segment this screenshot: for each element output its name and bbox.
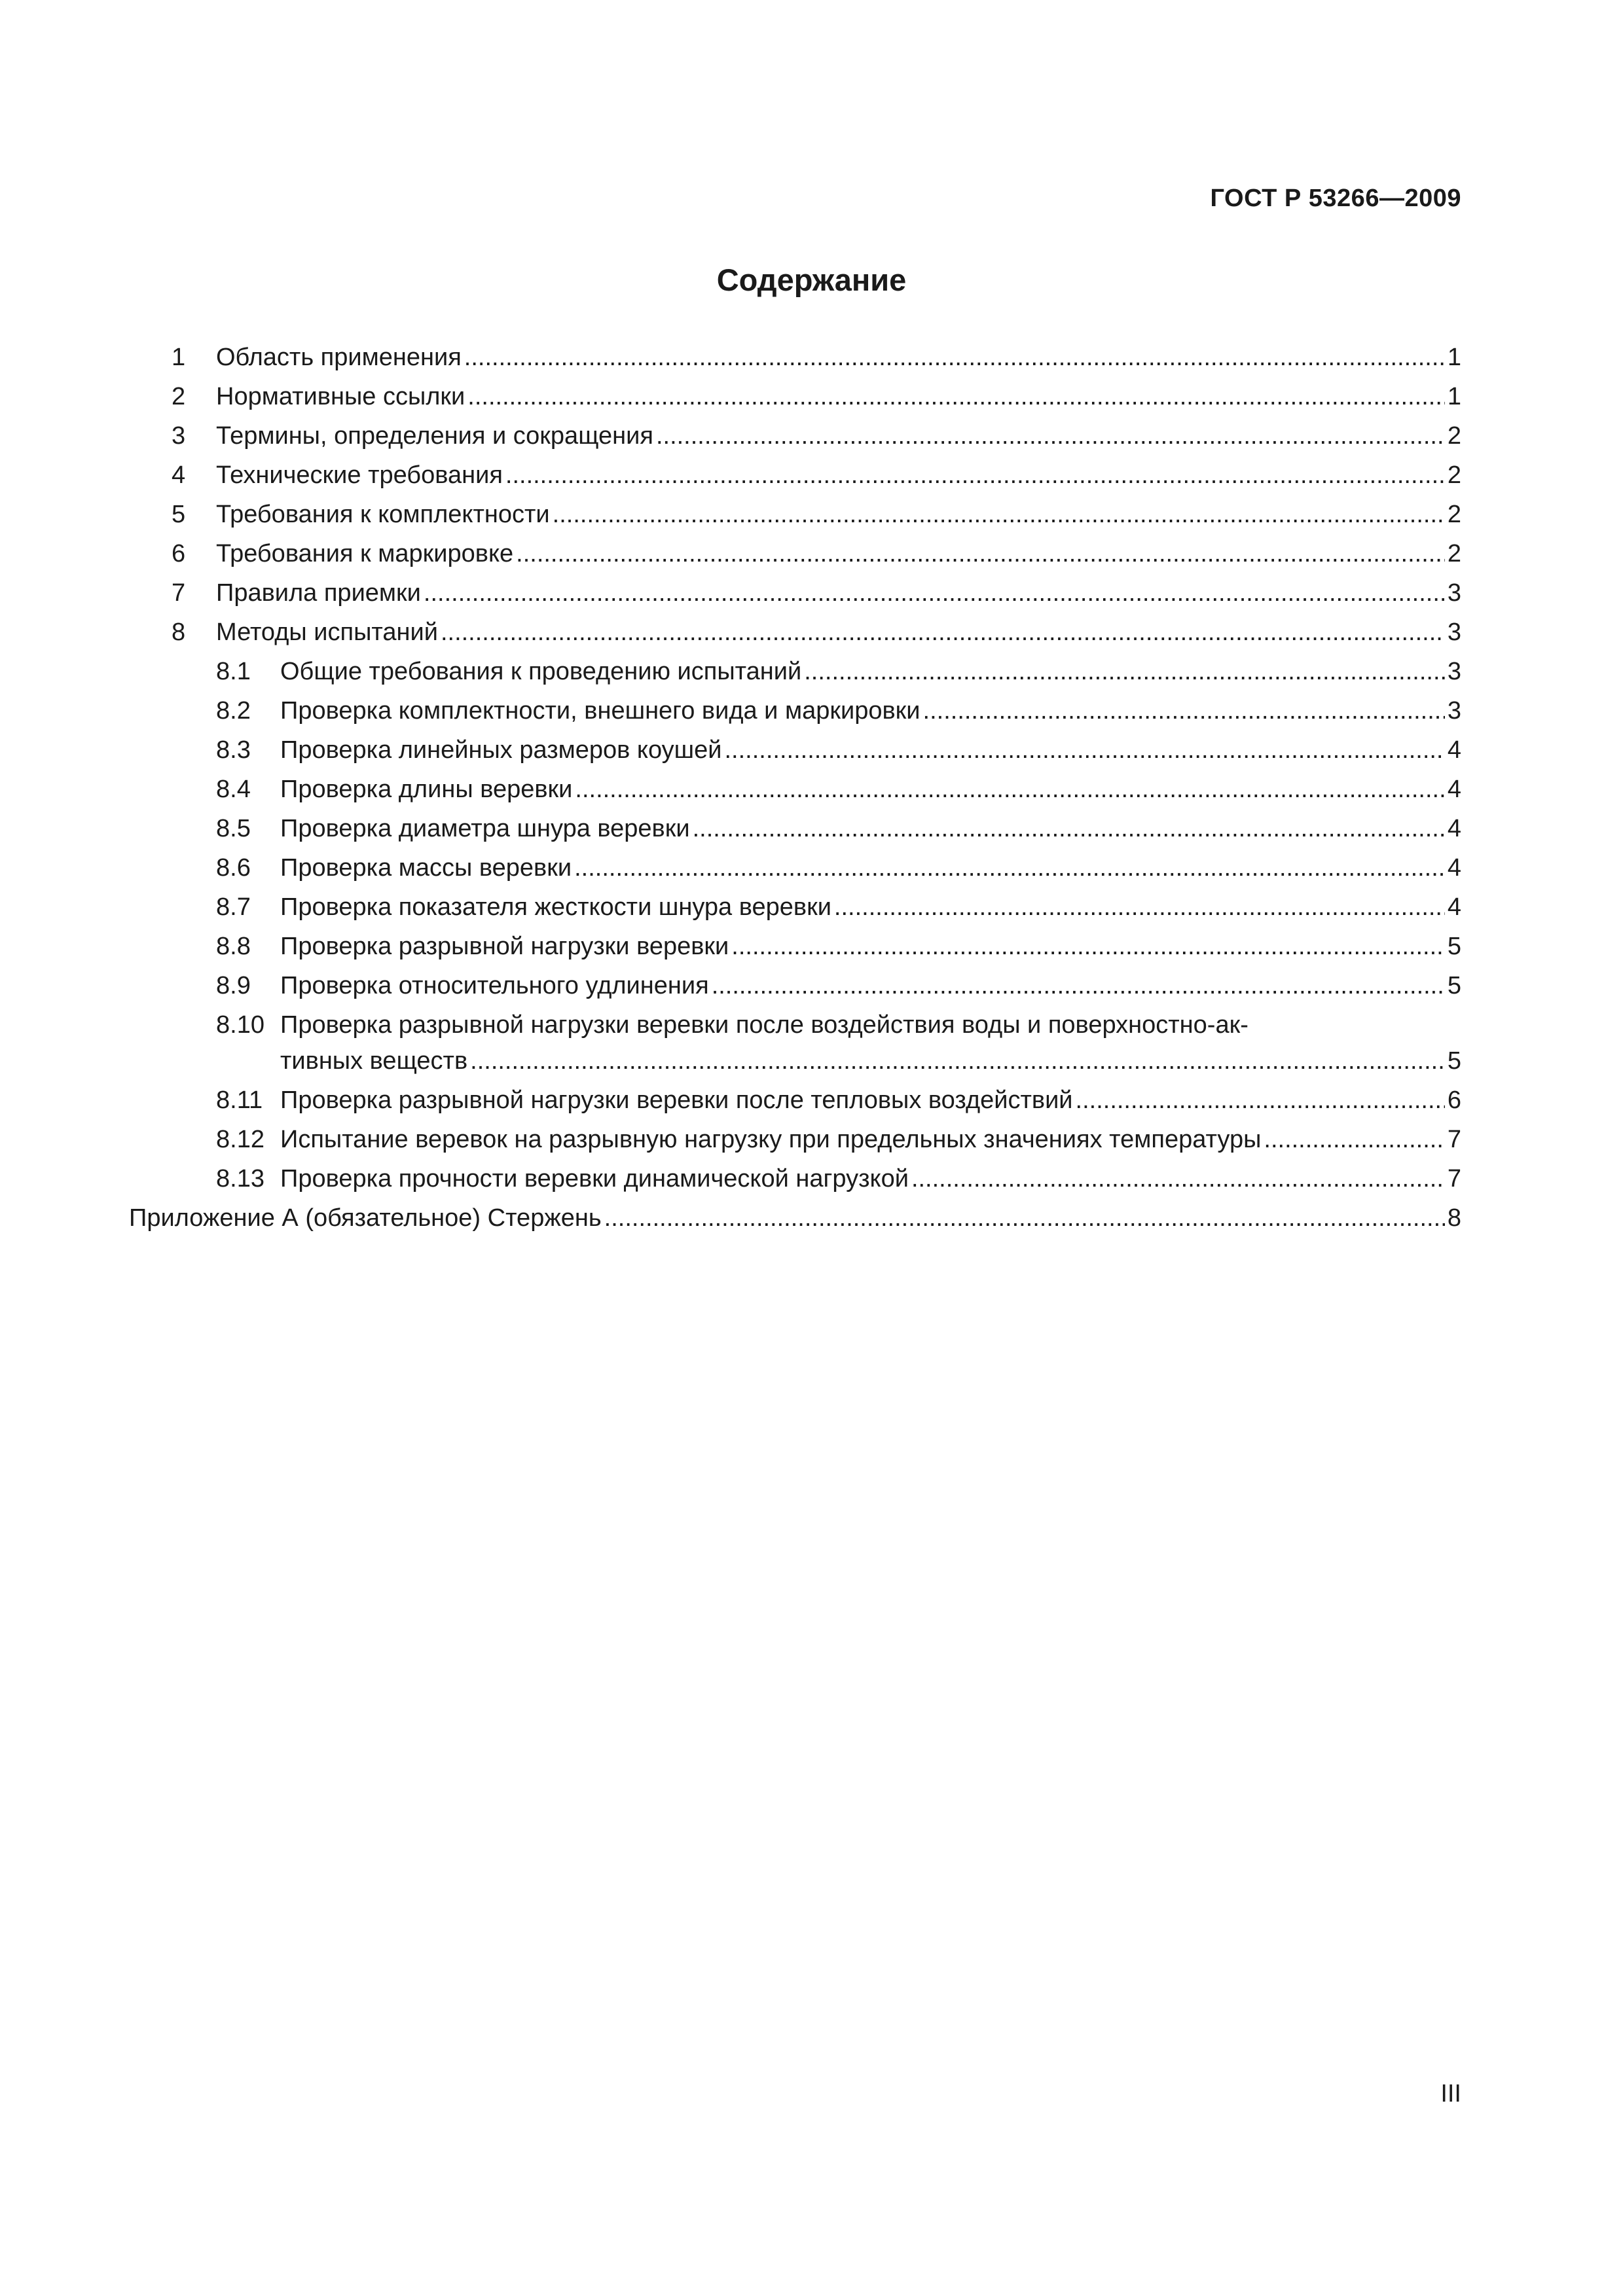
toc-entry-label: Проверка прочности веревки динамической нагрузкой	[280, 1165, 909, 1193]
toc-entry-label: Приложение А (обязательное) Стержень	[129, 1204, 602, 1232]
dot-leader	[804, 652, 1445, 691]
toc-entry-number: 6	[172, 540, 186, 567]
dot-leader	[731, 927, 1445, 966]
toc-subentry[interactable]	[172, 1005, 1461, 1041]
dot-leader	[1076, 1081, 1445, 1120]
toc-subentry[interactable]	[172, 1120, 1461, 1159]
toc-entry-page: 4	[1447, 776, 1461, 803]
toc-entry-number: 2	[172, 383, 186, 410]
toc-entry-number: 8.1	[216, 658, 251, 685]
toc-title: Содержание	[716, 262, 907, 297]
toc-entry-label: Термины, определения и сокращения	[216, 422, 653, 450]
toc-entry-label: Требования к маркировке	[216, 540, 514, 567]
toc-subentry[interactable]	[172, 730, 1461, 770]
toc-entry-page: 2	[1447, 461, 1461, 489]
toc-entry-number: 8.3	[216, 736, 251, 764]
toc-subentry[interactable]	[172, 966, 1461, 1005]
toc-entry-number: 8.4	[216, 776, 251, 803]
dot-leader	[923, 691, 1445, 730]
toc-entry-appendix[interactable]	[129, 1198, 1461, 1238]
toc-entry-page: 4	[1447, 736, 1461, 764]
dot-leader	[553, 495, 1445, 534]
toc-entry-number: 8.13	[216, 1165, 264, 1193]
dot-leader	[574, 848, 1445, 888]
toc-subentry[interactable]	[172, 1081, 1461, 1120]
toc-entry-number: 8.8	[216, 933, 251, 960]
dot-leader	[505, 456, 1445, 495]
toc-entry-number: 8.2	[216, 697, 251, 725]
dot-leader	[424, 573, 1445, 613]
dot-leader	[467, 377, 1445, 416]
toc-entry-label: Проверка диаметра шнура веревки	[280, 815, 690, 842]
toc-entry-number: 3	[172, 422, 186, 450]
toc-entry-page: 5	[1447, 933, 1461, 960]
toc-entry[interactable]	[172, 613, 1461, 652]
toc-entry-label: Технические требования	[216, 461, 503, 489]
toc-entry-label: Проверка разрывной нагрузки веревки после воздействия воды и поверхностно-ак-	[280, 1011, 1249, 1039]
toc-entry-label: Проверка разрывной нагрузки веревки после тепловых воздействий	[280, 1086, 1073, 1114]
dot-leader	[712, 966, 1445, 1005]
toc-entry-number: 8.9	[216, 972, 251, 999]
table-of-contents	[129, 338, 1461, 1238]
toc-entry-number: 8.12	[216, 1126, 264, 1153]
toc-entry-page: 3	[1447, 697, 1461, 725]
toc-entry-number: 8.5	[216, 815, 251, 842]
toc-entry-label: Проверка линейных размеров коушей	[280, 736, 722, 764]
toc-entry-label: Проверка комплектности, внешнего вида и маркировки	[280, 697, 921, 725]
toc-entry-page: 5	[1447, 1047, 1461, 1075]
toc-entry-page: 5	[1447, 972, 1461, 999]
toc-entry-label: Правила приемки	[216, 579, 421, 607]
dot-leader	[516, 534, 1445, 573]
toc-entry-number: 7	[172, 579, 186, 607]
toc-entry-label: Проверка показателя жесткости шнура веревки	[280, 893, 831, 921]
toc-entry-number: 8.11	[216, 1086, 263, 1114]
toc-entry-label: Проверка разрывной нагрузки веревки	[280, 933, 729, 960]
toc-entry-label-continuation: тивных веществ	[280, 1047, 468, 1075]
toc-subentry[interactable]	[172, 888, 1461, 927]
toc-entry[interactable]	[172, 534, 1461, 573]
dot-leader	[470, 1041, 1445, 1081]
toc-entry-label: Область применения	[216, 344, 462, 371]
toc-entry-page: 3	[1447, 619, 1461, 646]
toc-entry-page: 3	[1447, 658, 1461, 685]
toc-entry[interactable]	[172, 416, 1461, 456]
toc-entry-number: 5	[172, 501, 186, 528]
toc-subentry-continuation[interactable]	[172, 1041, 1461, 1081]
toc-entry-number: 8.6	[216, 854, 251, 882]
toc-entry-number: 8	[172, 619, 186, 646]
toc-entry-number: 8.7	[216, 893, 251, 921]
dot-leader	[441, 613, 1445, 652]
toc-entry-page: 7	[1447, 1165, 1461, 1193]
toc-entry-page: 8	[1447, 1204, 1461, 1232]
toc-entry-label: Испытание веревок на разрывную нагрузку при предельных значениях температуры	[280, 1126, 1262, 1153]
toc-entry-page: 4	[1447, 893, 1461, 921]
toc-subentry[interactable]	[172, 927, 1461, 966]
toc-entry-number: 4	[172, 461, 186, 489]
toc-entry-page: 6	[1447, 1086, 1461, 1114]
toc-subentry[interactable]	[172, 652, 1461, 691]
toc-entry[interactable]	[172, 338, 1461, 377]
toc-entry-label: Методы испытаний	[216, 619, 438, 646]
dot-leader	[656, 416, 1445, 456]
toc-subentry[interactable]	[172, 809, 1461, 848]
dot-leader	[575, 770, 1444, 809]
dot-leader	[725, 730, 1445, 770]
toc-subentry[interactable]	[172, 691, 1461, 730]
dot-leader	[604, 1198, 1445, 1238]
toc-entry-page: 3	[1447, 579, 1461, 607]
dot-leader	[1264, 1120, 1444, 1159]
toc-entry-page: 2	[1447, 422, 1461, 450]
dot-leader	[911, 1159, 1445, 1198]
document-code: ГОСТ Р 53266—2009	[1210, 185, 1461, 212]
page-number: III	[1440, 2080, 1461, 2108]
toc-entry-page: 2	[1447, 501, 1461, 528]
toc-entry-page: 1	[1447, 383, 1461, 410]
toc-subentry[interactable]	[172, 770, 1461, 809]
toc-entry-label: Нормативные ссылки	[216, 383, 465, 410]
toc-entry-page: 4	[1447, 854, 1461, 882]
toc-entry[interactable]	[172, 495, 1461, 534]
toc-entry-label: Проверка длины веревки	[280, 776, 573, 803]
toc-subentry[interactable]	[172, 848, 1461, 888]
toc-entry-label: Проверка массы веревки	[280, 854, 572, 882]
toc-entry[interactable]	[172, 573, 1461, 613]
dot-leader	[834, 888, 1445, 927]
toc-entry-label: Требования к комплектности	[216, 501, 550, 528]
toc-entry-page: 7	[1447, 1126, 1461, 1153]
toc-entry-page: 4	[1447, 815, 1461, 842]
toc-entry-page: 2	[1447, 540, 1461, 567]
dot-leader	[693, 809, 1445, 848]
toc-entry-label: Общие требования к проведению испытаний	[280, 658, 802, 685]
toc-entry-number: 8.10	[216, 1011, 264, 1039]
toc-entry[interactable]	[172, 377, 1461, 416]
toc-entry[interactable]	[172, 456, 1461, 495]
toc-subentry[interactable]	[172, 1159, 1461, 1198]
toc-entry-label: Проверка относительного удлинения	[280, 972, 709, 999]
toc-entry-number: 1	[172, 344, 186, 371]
toc-entry-page: 1	[1447, 344, 1461, 371]
dot-leader	[464, 338, 1445, 377]
